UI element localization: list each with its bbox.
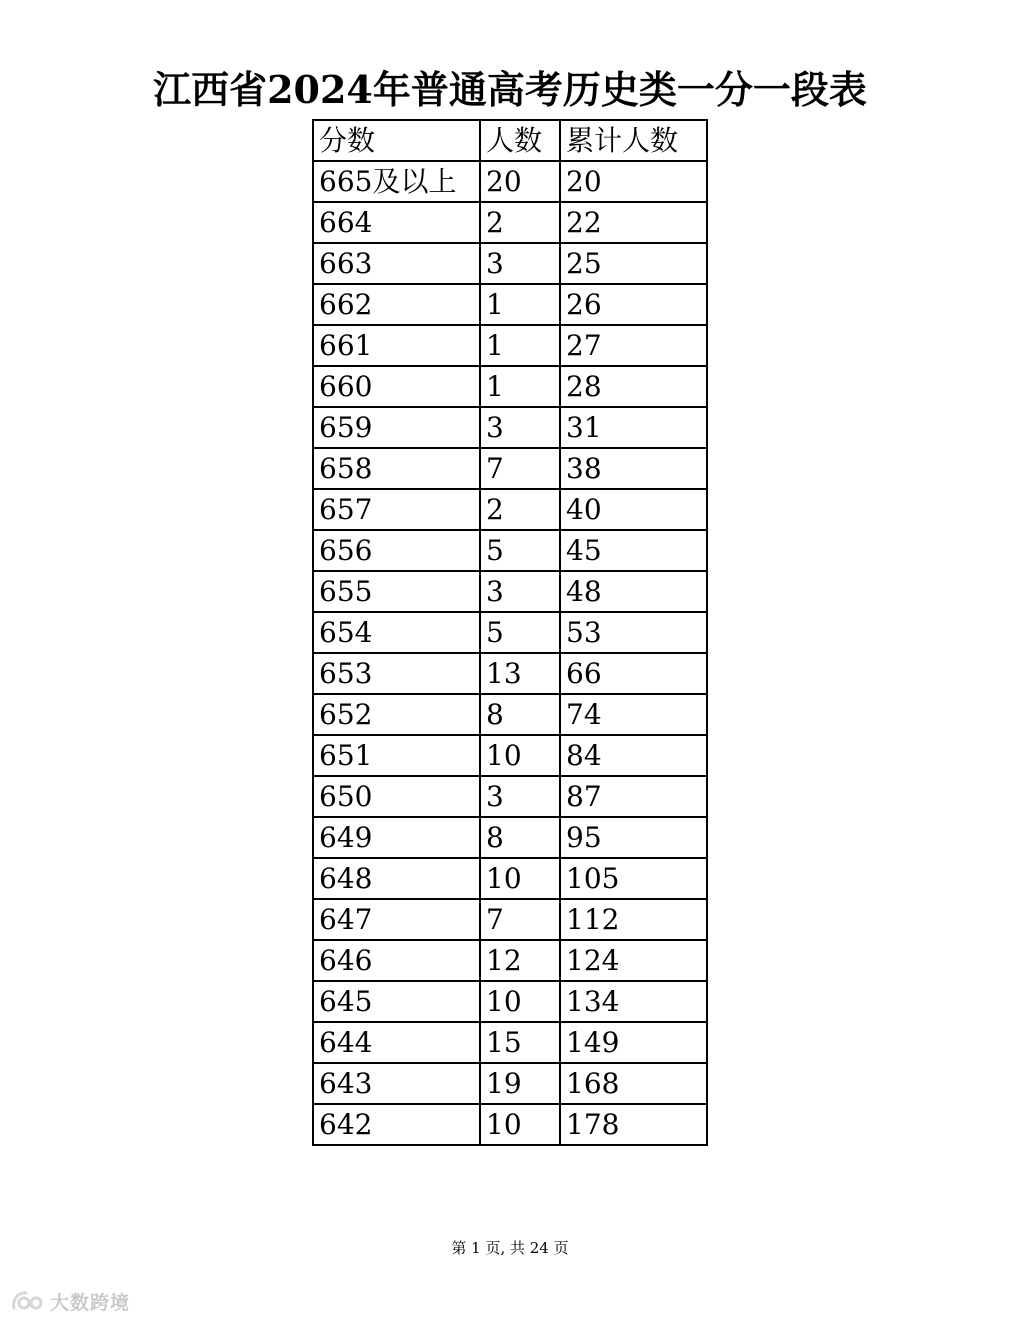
table-row: [313, 981, 707, 1022]
cell-score: 657: [313, 489, 480, 530]
table-row: [313, 653, 707, 694]
cell-cumulative: 27: [560, 325, 707, 366]
cell-count: 2: [480, 202, 560, 243]
column-header-score: 分数: [313, 120, 480, 161]
score-table: [312, 119, 708, 1146]
cell-count: 3: [480, 571, 560, 612]
cell-cumulative: 124: [560, 940, 707, 981]
table-row: [313, 817, 707, 858]
cell-count: 15: [480, 1022, 560, 1063]
table-row: [313, 284, 707, 325]
cell-count: 7: [480, 899, 560, 940]
cell-score: 664: [313, 202, 480, 243]
cell-count: 1: [480, 325, 560, 366]
table-row: [313, 694, 707, 735]
table-row: [313, 735, 707, 776]
table-row: [313, 571, 707, 612]
table-row: [313, 858, 707, 899]
cell-cumulative: 95: [560, 817, 707, 858]
cell-score: 653: [313, 653, 480, 694]
cell-count: 8: [480, 817, 560, 858]
cell-cumulative: 134: [560, 981, 707, 1022]
cell-cumulative: 66: [560, 653, 707, 694]
cell-count: 19: [480, 1063, 560, 1104]
column-header-cumulative: 累计人数: [560, 120, 707, 161]
table-row: [313, 899, 707, 940]
cell-cumulative: 26: [560, 284, 707, 325]
cell-score: 660: [313, 366, 480, 407]
cell-score: 642: [313, 1104, 480, 1145]
cell-count: 10: [480, 858, 560, 899]
table-row: [313, 202, 707, 243]
cell-count: 3: [480, 776, 560, 817]
cell-score: 650: [313, 776, 480, 817]
cell-cumulative: 53: [560, 612, 707, 653]
cell-score: 647: [313, 899, 480, 940]
cell-cumulative: 45: [560, 530, 707, 571]
cell-cumulative: 74: [560, 694, 707, 735]
cell-count: 3: [480, 243, 560, 284]
table-row: [313, 1063, 707, 1104]
cell-score: 654: [313, 612, 480, 653]
cell-cumulative: 84: [560, 735, 707, 776]
cell-cumulative: 31: [560, 407, 707, 448]
cell-cumulative: 40: [560, 489, 707, 530]
table-row: [313, 243, 707, 284]
cell-score: 645: [313, 981, 480, 1022]
cell-score: 643: [313, 1063, 480, 1104]
cell-score: 649: [313, 817, 480, 858]
table-row: [313, 161, 707, 202]
cell-count: 8: [480, 694, 560, 735]
cell-cumulative: 105: [560, 858, 707, 899]
page-title: 江西省2024年普通高考历史类一分一段表: [153, 67, 867, 112]
cell-score: 648: [313, 858, 480, 899]
cell-count: 3: [480, 407, 560, 448]
cell-count: 12: [480, 940, 560, 981]
cell-count: 10: [480, 981, 560, 1022]
table-row: [313, 612, 707, 653]
cell-count: 1: [480, 284, 560, 325]
table-row: [313, 407, 707, 448]
cell-count: 7: [480, 448, 560, 489]
table-body: [313, 161, 707, 1145]
cell-count: 20: [480, 161, 560, 202]
cell-count: 1: [480, 366, 560, 407]
cell-count: 5: [480, 612, 560, 653]
table-row: [313, 325, 707, 366]
cell-score: 658: [313, 448, 480, 489]
column-header-count: 人数: [480, 120, 560, 161]
cell-score: 661: [313, 325, 480, 366]
cell-count: 10: [480, 735, 560, 776]
cell-score: 652: [313, 694, 480, 735]
cell-cumulative: 25: [560, 243, 707, 284]
table-header-row: [313, 120, 707, 161]
table-row: [313, 940, 707, 981]
table-row: [313, 530, 707, 571]
table-row: [313, 366, 707, 407]
cell-cumulative: 149: [560, 1022, 707, 1063]
table-row: [313, 1022, 707, 1063]
cell-score: 656: [313, 530, 480, 571]
cell-count: 10: [480, 1104, 560, 1145]
cell-score: 663: [313, 243, 480, 284]
cell-score: 646: [313, 940, 480, 981]
cell-cumulative: 38: [560, 448, 707, 489]
cell-cumulative: 20: [560, 161, 707, 202]
cell-score: 662: [313, 284, 480, 325]
table-row: [313, 448, 707, 489]
cell-cumulative: 48: [560, 571, 707, 612]
logo-icon: [10, 1288, 44, 1314]
cell-cumulative: 178: [560, 1104, 707, 1145]
table-row: [313, 1104, 707, 1145]
cell-score: 655: [313, 571, 480, 612]
cell-score: 651: [313, 735, 480, 776]
cell-count: 5: [480, 530, 560, 571]
cell-cumulative: 22: [560, 202, 707, 243]
cell-count: 2: [480, 489, 560, 530]
page-footer: 第 1 页, 共 24 页: [451, 1239, 569, 1257]
cell-score: 644: [313, 1022, 480, 1063]
cell-cumulative: 87: [560, 776, 707, 817]
table-row: [313, 489, 707, 530]
table-row: [313, 776, 707, 817]
cell-count: 13: [480, 653, 560, 694]
cell-score: 665及以上: [313, 161, 480, 202]
cell-cumulative: 28: [560, 366, 707, 407]
cell-cumulative: 168: [560, 1063, 707, 1104]
cell-score: 659: [313, 407, 480, 448]
cell-cumulative: 112: [560, 899, 707, 940]
watermark: [10, 1286, 130, 1316]
watermark-text: 大数跨境: [50, 1291, 131, 1314]
